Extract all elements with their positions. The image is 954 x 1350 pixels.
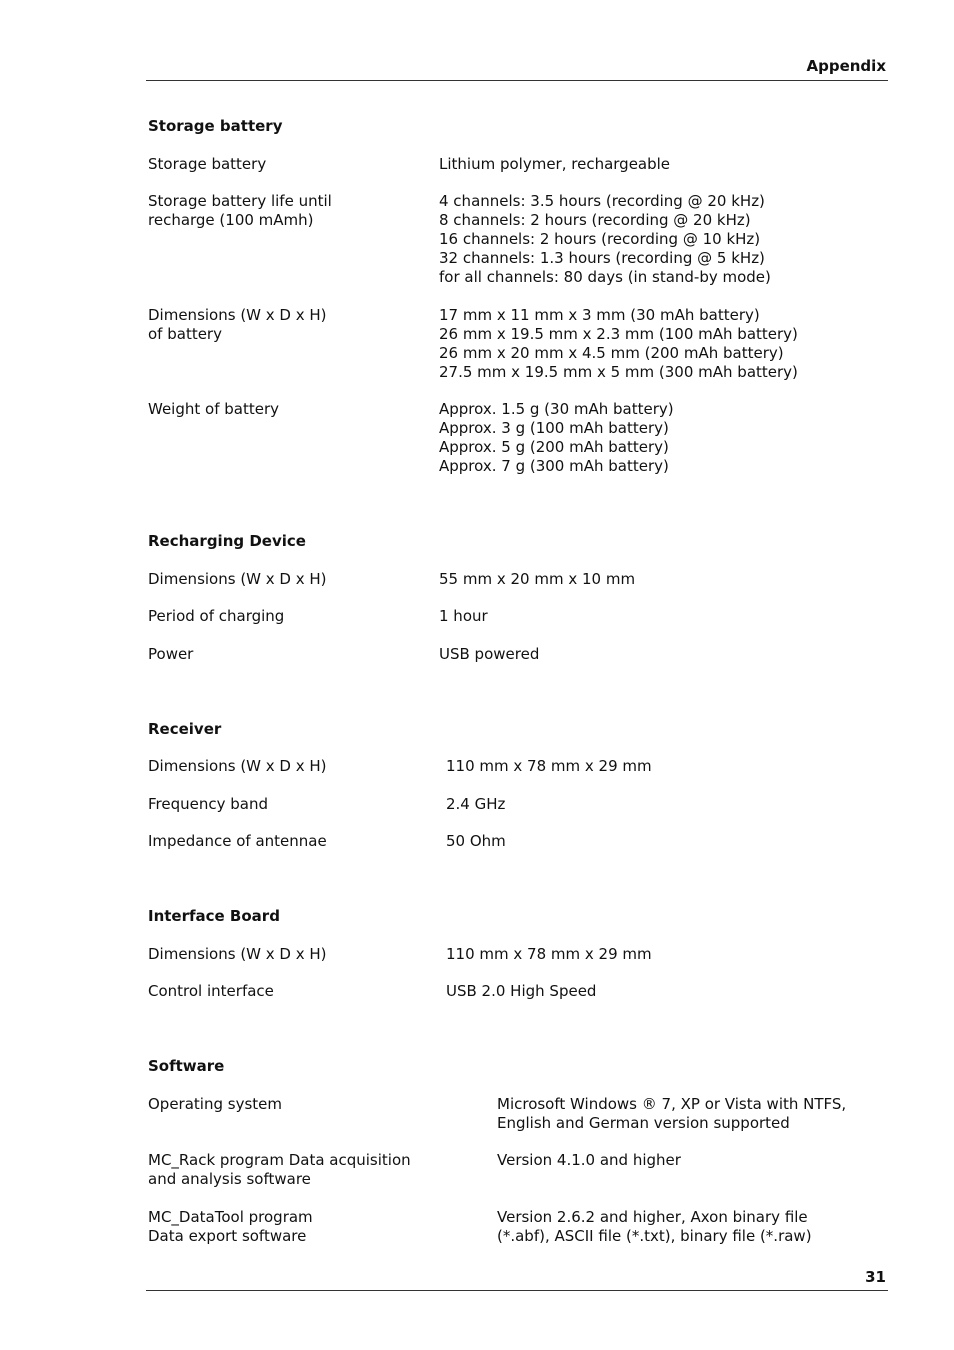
spec-value-line: Version 2.6.2 and higher, Axon binary file <box>497 1208 808 1226</box>
spec-value-line: USB 2.0 High Speed <box>446 982 597 1000</box>
spec-label-line: recharge (100 mAmh) <box>148 211 314 229</box>
spec-value-line: Approx. 5 g (200 mAh battery) <box>439 438 669 456</box>
spec-value <box>497 1208 812 1246</box>
spec-value-line: 2.4 GHz <box>446 795 506 813</box>
spec-label-line: MC_Rack program Data acquisition <box>148 1151 411 1169</box>
spec-label <box>148 945 428 964</box>
spec-value-line: 17 mm x 11 mm x 3 mm (30 mAh battery) <box>439 306 760 324</box>
spec-value <box>439 570 635 589</box>
spec-value-line: English and German version supported <box>497 1114 790 1132</box>
spec-label-line: and analysis software <box>148 1170 311 1188</box>
spec-label <box>148 1208 428 1246</box>
spec-value-line: Approx. 3 g (100 mAh battery) <box>439 419 669 437</box>
spec-value <box>446 795 505 814</box>
spec-label-line: Storage battery <box>148 155 267 173</box>
spec-label-line: MC_DataTool program <box>148 1208 313 1226</box>
section-heading-storage-battery: Storage battery <box>148 117 283 135</box>
spec-label <box>148 645 428 664</box>
spec-value <box>439 607 488 626</box>
spec-label-line: Operating system <box>148 1095 282 1113</box>
spec-value <box>439 645 539 664</box>
spec-value <box>446 945 652 964</box>
section-heading-software: Software <box>148 1057 225 1075</box>
spec-label <box>148 570 428 589</box>
spec-label-line: Impedance of antennae <box>148 832 327 850</box>
spec-value-line: 110 mm x 78 mm x 29 mm <box>446 945 652 963</box>
spec-label <box>148 607 428 626</box>
spec-label <box>148 795 428 814</box>
spec-value-line: 1 hour <box>439 607 488 625</box>
spec-label-line: Dimensions (W x D x H) <box>148 945 327 963</box>
spec-label <box>148 832 428 851</box>
spec-label <box>148 982 428 1001</box>
spec-value-line: 26 mm x 20 mm x 4.5 mm (200 mAh battery) <box>439 344 784 362</box>
spec-label-line: Dimensions (W x D x H) <box>148 306 327 324</box>
spec-label <box>148 757 428 776</box>
spec-label <box>148 192 428 230</box>
section-heading-receiver: Receiver <box>148 720 222 738</box>
spec-value <box>497 1095 846 1133</box>
spec-value <box>497 1151 681 1170</box>
spec-value-line: 26 mm x 19.5 mm x 2.3 mm (100 mAh battery) <box>439 325 798 343</box>
spec-value <box>439 306 798 382</box>
spec-label-line: Power <box>148 645 194 663</box>
footer-rule <box>146 1290 888 1291</box>
spec-label <box>148 306 428 344</box>
spec-value-line: for all channels: 80 days (in stand-by mode) <box>439 268 771 286</box>
spec-value <box>446 982 596 1001</box>
spec-label-line: Data export software <box>148 1227 307 1245</box>
spec-value-line: 4 channels: 3.5 hours (recording @ 20 kHz) <box>439 192 765 210</box>
spec-label <box>148 155 428 174</box>
spec-value-line: 8 channels: 2 hours (recording @ 20 kHz) <box>439 211 751 229</box>
page-header-title: Appendix <box>806 57 886 75</box>
spec-label-line: Dimensions (W x D x H) <box>148 757 327 775</box>
spec-label-line: Weight of battery <box>148 400 280 418</box>
spec-label <box>148 1151 428 1189</box>
spec-value <box>439 155 670 174</box>
spec-value-line: Version 4.1.0 and higher <box>497 1151 681 1169</box>
section-heading-recharging-device: Recharging Device <box>148 532 306 550</box>
spec-value-line: Lithium polymer, rechargeable <box>439 155 671 173</box>
spec-label-line: Control interface <box>148 982 274 1000</box>
spec-value-line: 16 channels: 2 hours (recording @ 10 kHz) <box>439 230 761 248</box>
spec-value-line: (*.abf), ASCII file (*.txt), binary file (*.raw) <box>497 1227 812 1245</box>
spec-label-line: Frequency band <box>148 795 268 813</box>
spec-value-line: Approx. 7 g (300 mAh battery) <box>439 457 669 475</box>
spec-label-line: of battery <box>148 325 222 343</box>
spec-value <box>439 192 771 287</box>
spec-value <box>439 400 674 476</box>
spec-value-line: Microsoft Windows ® 7, XP or Vista with NTFS, <box>497 1095 847 1113</box>
spec-value-line: USB powered <box>439 645 540 663</box>
spec-label <box>148 1095 428 1114</box>
spec-value-line: 110 mm x 78 mm x 29 mm <box>446 757 652 775</box>
spec-value-line: 32 channels: 1.3 hours (recording @ 5 kHz) <box>439 249 765 267</box>
spec-label-line: Storage battery life until <box>148 192 332 210</box>
spec-value-line: Approx. 1.5 g (30 mAh battery) <box>439 400 674 418</box>
spec-label <box>148 400 428 419</box>
spec-value <box>446 757 652 776</box>
page-number: 31 <box>865 1268 886 1286</box>
spec-value-line: 27.5 mm x 19.5 mm x 5 mm (300 mAh battery) <box>439 363 798 381</box>
spec-value-line: 50 Ohm <box>446 832 506 850</box>
section-heading-interface-board: Interface Board <box>148 907 280 925</box>
spec-value-line: 55 mm x 20 mm x 10 mm <box>439 570 636 588</box>
spec-value <box>446 832 506 851</box>
spec-label-line: Dimensions (W x D x H) <box>148 570 327 588</box>
spec-label-line: Period of charging <box>148 607 285 625</box>
header-rule <box>146 80 888 81</box>
